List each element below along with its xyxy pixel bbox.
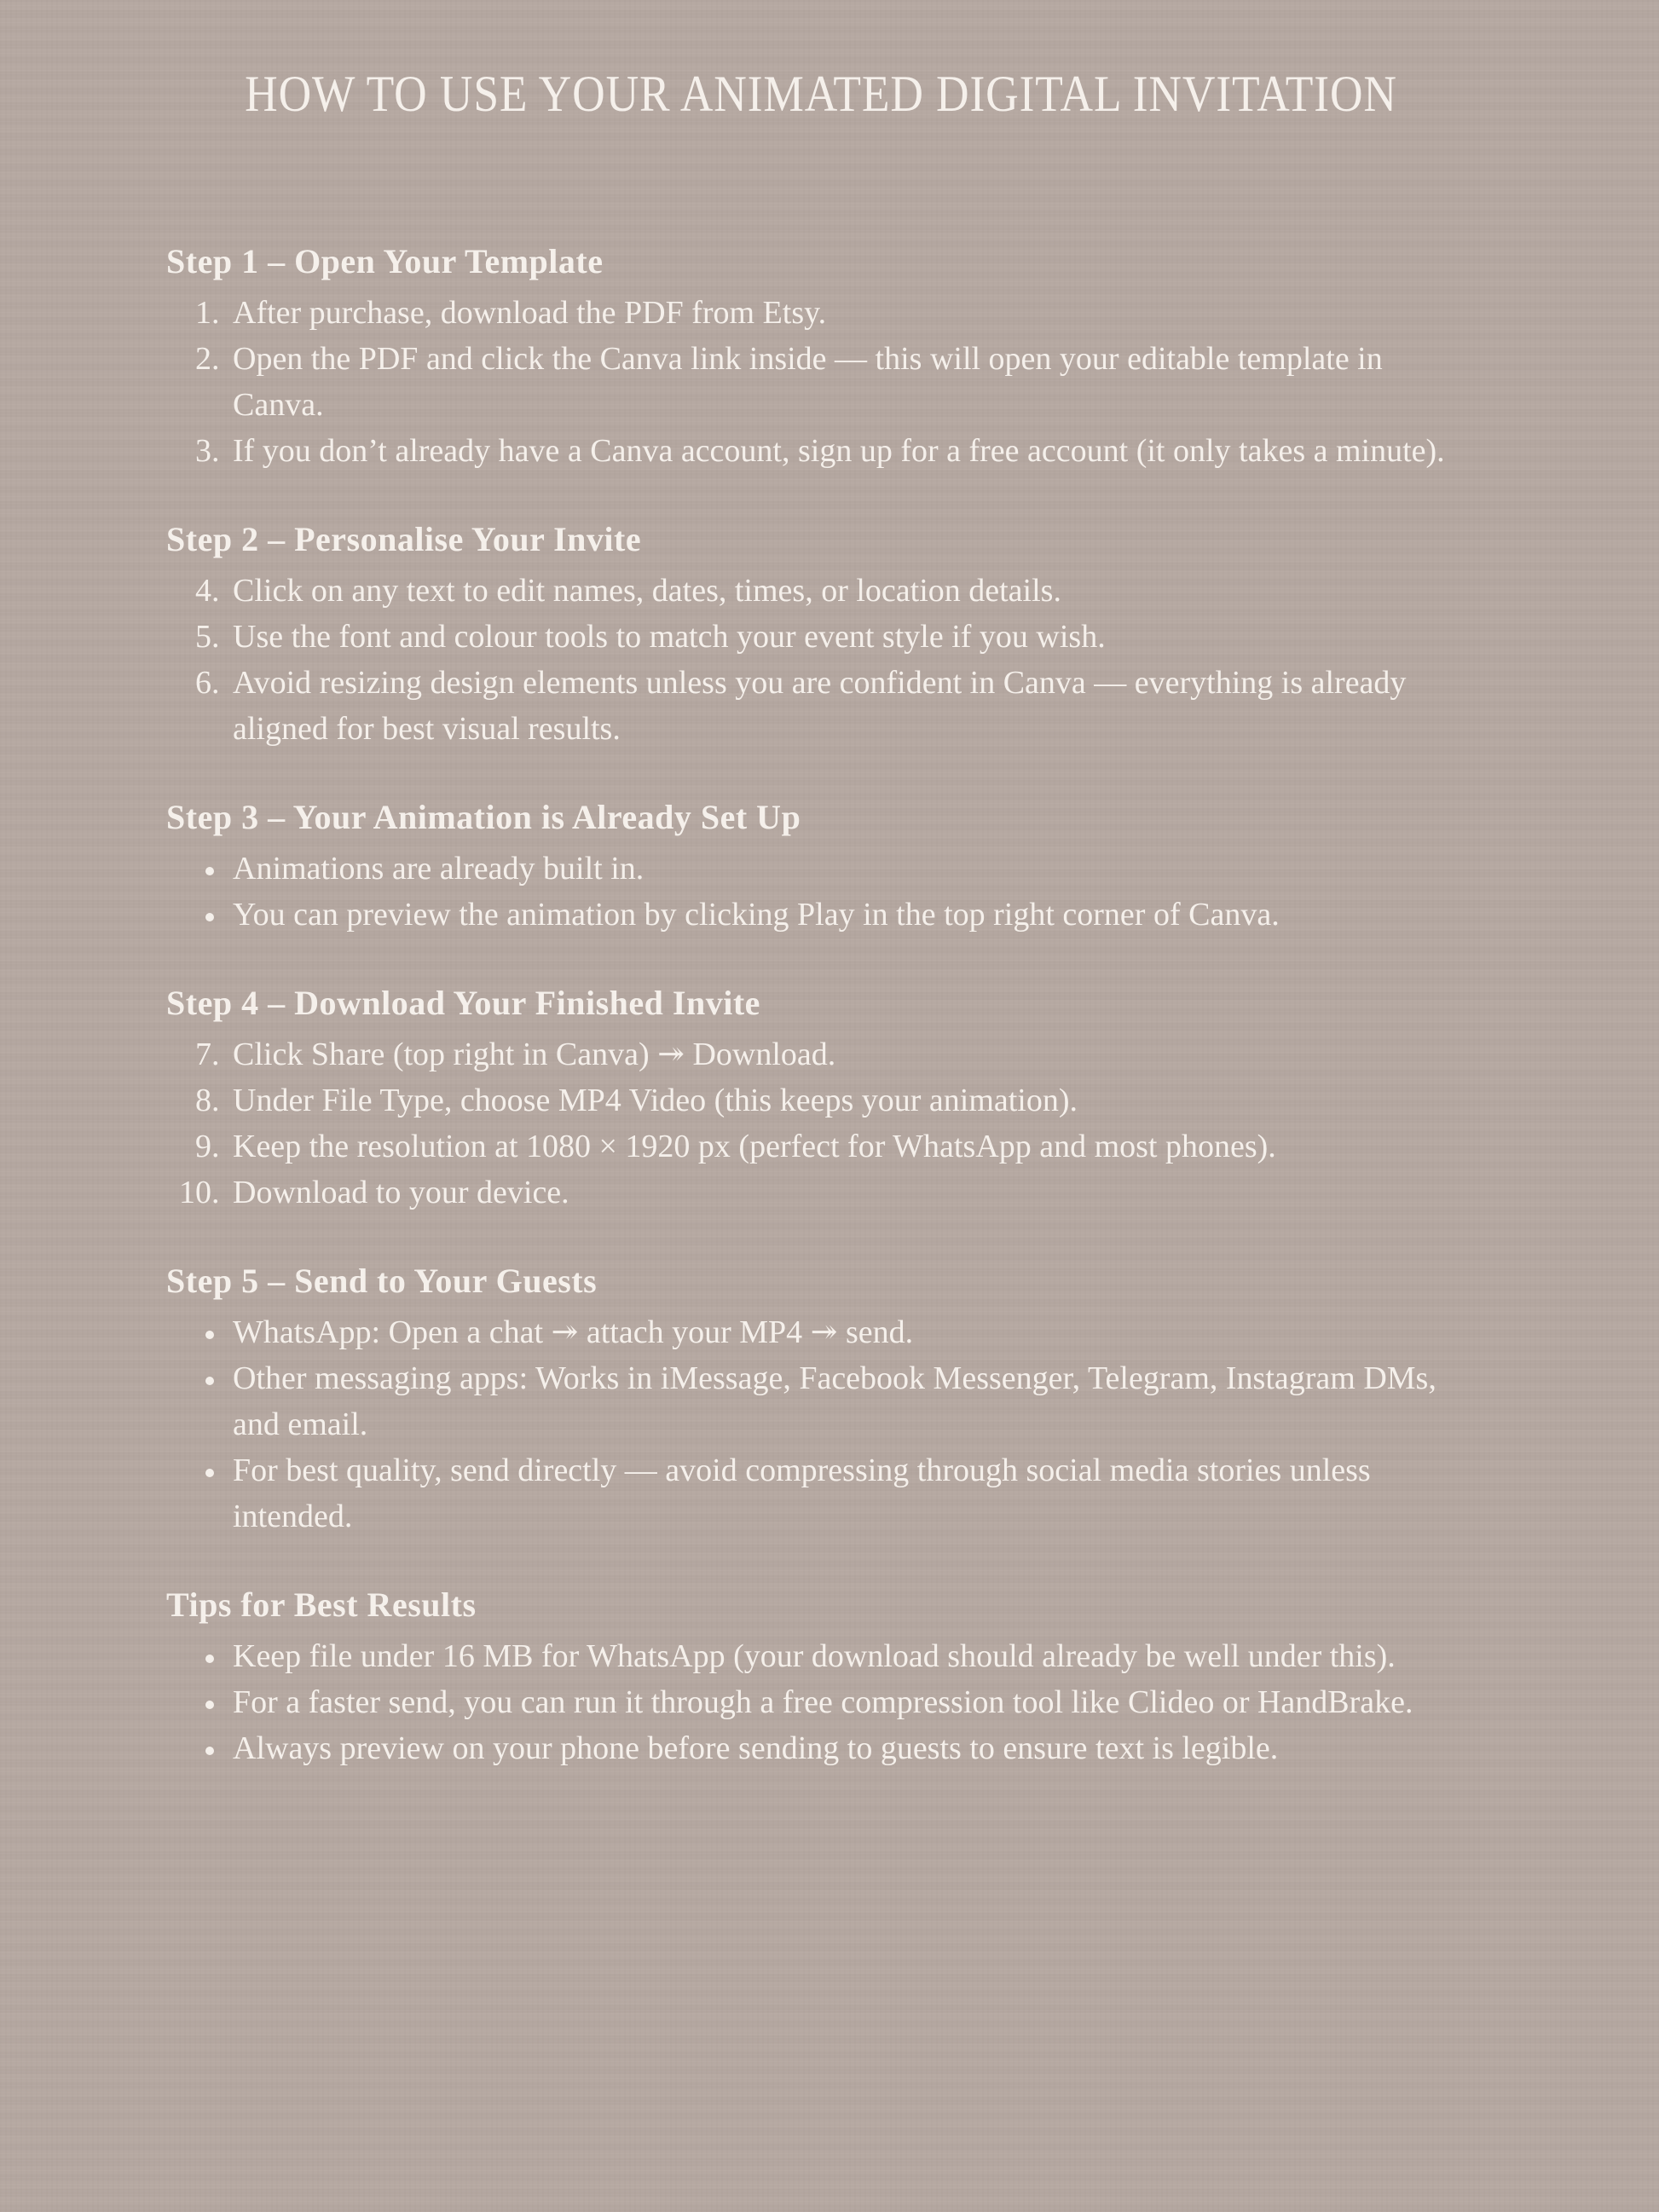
bullet-list <box>166 846 1476 938</box>
bullet-list <box>166 1633 1476 1771</box>
page-title: HOW TO USE YOUR ANIMATED DIGITAL INVITATION <box>245 66 1397 122</box>
list-item: 4. Click on any text to edit names, dates, times, or location details. <box>228 568 1476 614</box>
list-item: • WhatsApp: Open a chat ↠ attach your MP4 ↠ send. <box>228 1309 1476 1355</box>
list-item: • For a faster send, you can run it through a free compression tool like Clideo or HandBrake. <box>228 1679 1476 1725</box>
step-list <box>166 290 1476 474</box>
list-item: • You can preview the animation by clicking Play in the top right corner of Canva. <box>228 892 1476 938</box>
list-item: 2. Open the PDF and click the Canva link inside — this will open your editable template in Canva. <box>228 336 1476 428</box>
list-item: 9. Keep the resolution at 1080 × 1920 px (perfect for WhatsApp and most phones). <box>228 1123 1476 1170</box>
section-tips <box>166 1582 1476 1771</box>
list-item: • Other messaging apps: Works in iMessage, Facebook Messenger, Telegram, Instagram DMs, and email. <box>228 1355 1476 1447</box>
list-item: • For best quality, send directly — avoid compressing through social media stories unless intended. <box>228 1447 1476 1539</box>
list-item: • Animations are already built in. <box>228 846 1476 892</box>
step-list <box>166 1031 1476 1216</box>
section-step-2 <box>166 517 1476 752</box>
section-step-5 <box>166 1258 1476 1539</box>
bullet-list <box>166 1309 1476 1539</box>
section-heading: Step 2 – Personalise Your Invite <box>166 520 642 558</box>
list-item: 3. If you don’t already have a Canva account, sign up for a free account (it only takes a minute). <box>228 428 1476 474</box>
section-heading: Tips for Best Results <box>166 1585 477 1624</box>
list-item: • Keep file under 16 MB for WhatsApp (your download should already be well under this). <box>228 1633 1476 1679</box>
list-item: • Always preview on your phone before sending to guests to ensure text is legible. <box>228 1725 1476 1771</box>
step-list <box>166 568 1476 752</box>
list-item: 6. Avoid resizing design elements unless you are confident in Canva — everything is already aligned for best visual results. <box>228 660 1476 752</box>
section-step-3 <box>166 794 1476 938</box>
list-item: 10. Download to your device. <box>228 1170 1476 1216</box>
section-step-1 <box>166 239 1476 474</box>
section-heading: Step 4 – Download Your Finished Invite <box>166 984 760 1022</box>
section-heading: Step 1 – Open Your Template <box>166 242 604 280</box>
section-step-4 <box>166 980 1476 1216</box>
list-item: 1. After purchase, download the PDF from Etsy. <box>228 290 1476 336</box>
list-item: 5. Use the font and colour tools to match your event style if you wish. <box>228 614 1476 660</box>
list-item: 7. Click Share (top right in Canva) ↠ Download. <box>228 1031 1476 1077</box>
section-heading: Step 3 – Your Animation is Already Set Up <box>166 798 801 836</box>
list-item: 8. Under File Type, choose MP4 Video (this keeps your animation). <box>228 1077 1476 1123</box>
section-heading: Step 5 – Send to Your Guests <box>166 1262 598 1300</box>
